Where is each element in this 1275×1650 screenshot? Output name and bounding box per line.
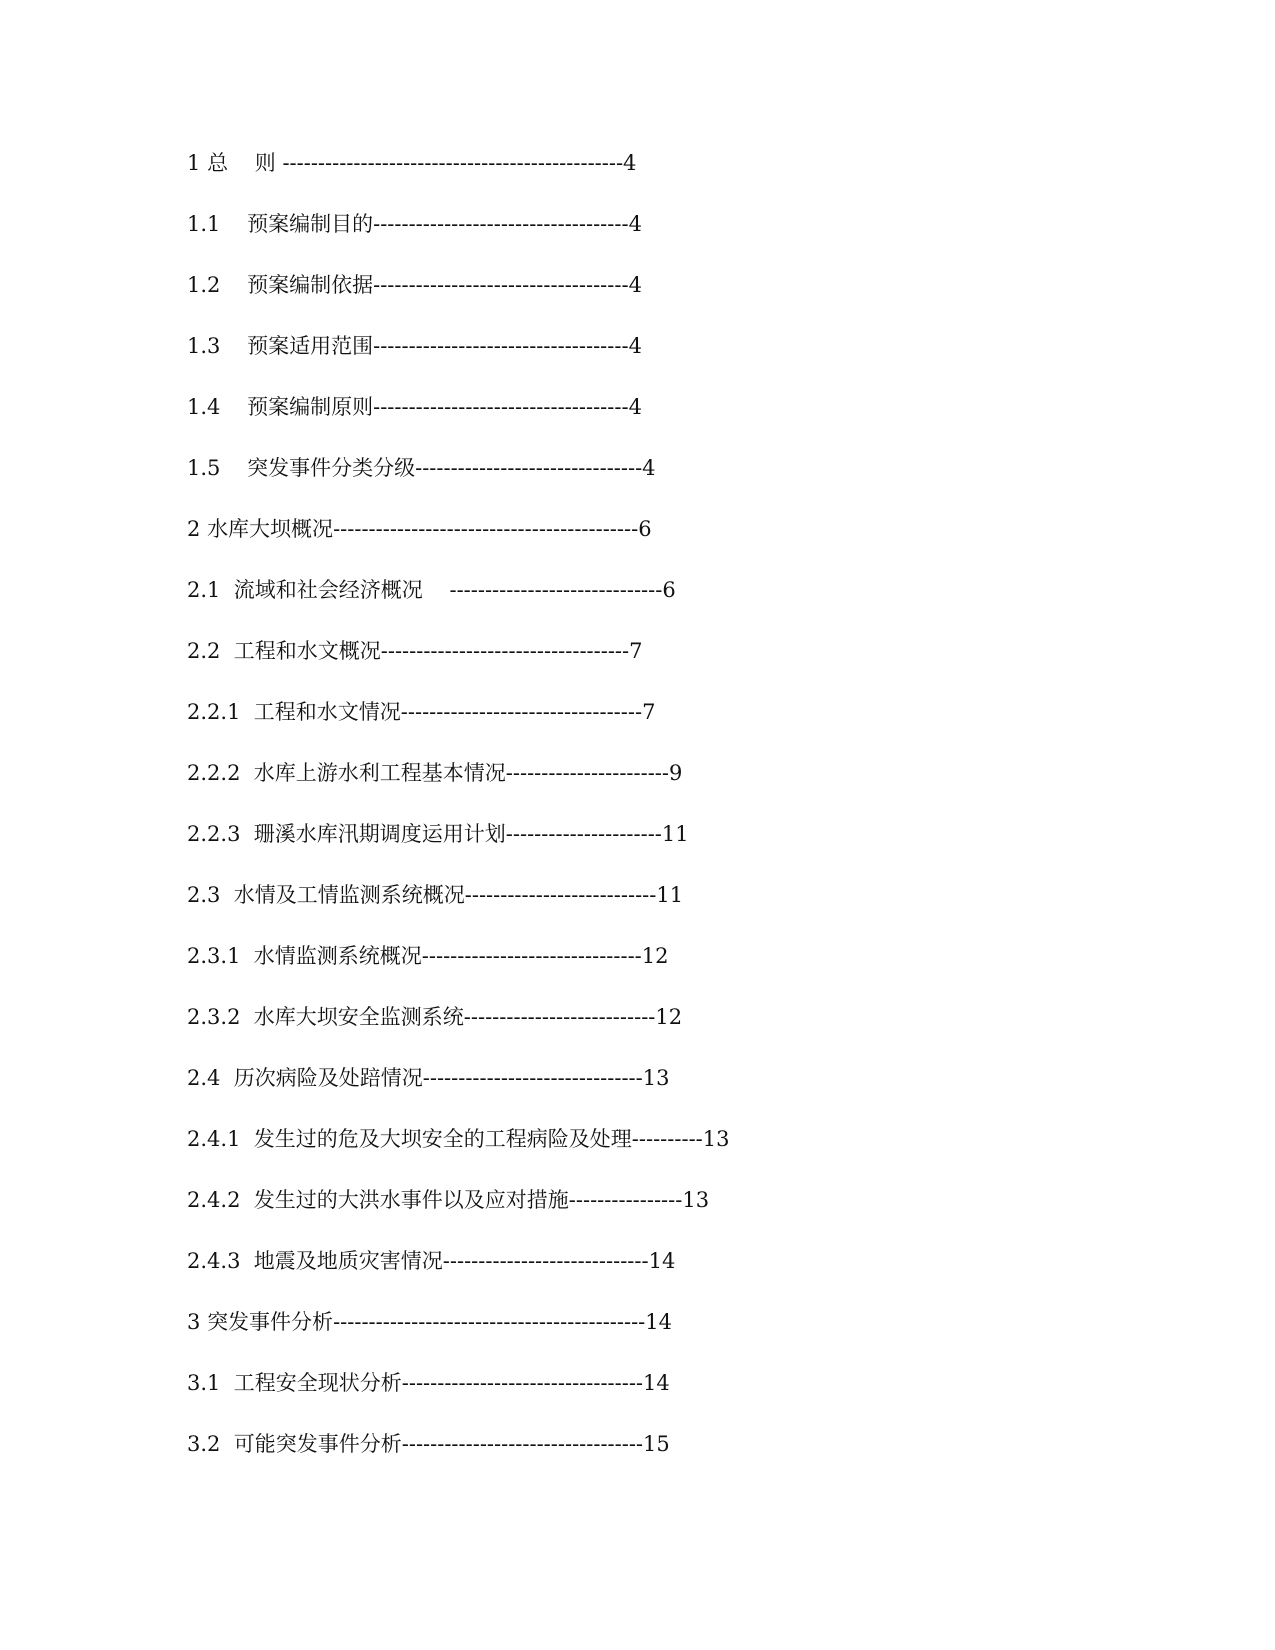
toc-entry-2-2-2[interactable]	[187, 758, 730, 819]
toc-entry-title: 工程和水文情况	[253, 700, 401, 724]
toc-entry-page: 4	[628, 212, 642, 236]
toc-entry-number: 2.3.2	[187, 1005, 241, 1029]
toc-entry-1-3[interactable]	[187, 331, 730, 392]
toc-entry-title: 历次病险及处踣情况	[233, 1066, 423, 1090]
toc-entry-1-1[interactable]	[187, 209, 730, 270]
toc-entry-leader: ------------------------------------	[373, 273, 629, 297]
toc-entry-gap	[220, 456, 247, 480]
toc-entry-number: 1.5	[187, 456, 221, 480]
toc-entry-title: 总 则	[207, 151, 283, 175]
toc-entry-number: 2.2.2	[187, 761, 241, 785]
toc-entry-page: 6	[662, 578, 676, 602]
toc-entry-gap	[240, 944, 253, 968]
toc-entry-title: 工程和水文概况	[233, 639, 381, 663]
toc-entry-leader: ----------------------------------	[401, 1371, 644, 1395]
toc-entry-title: 地震及地质灾害情况	[253, 1249, 443, 1273]
toc-entry-gap	[240, 1005, 253, 1029]
toc-entry-page: 9	[669, 761, 683, 785]
toc-entry-number: 3	[187, 1310, 201, 1334]
toc-entry-title: 水库大坝安全监测系统	[253, 1005, 464, 1029]
toc-entry-leader: -----------------------------------	[380, 639, 630, 663]
toc-entry-title: 突发事件分类分级	[247, 456, 416, 480]
toc-entry-page: 4	[628, 334, 642, 358]
toc-entry-gap	[220, 578, 233, 602]
toc-entry-number: 3.1	[187, 1371, 221, 1395]
toc-entry-page: 14	[645, 1310, 673, 1334]
toc-entry-page: 7	[642, 700, 656, 724]
toc-entry-leader: ------------------------------------	[373, 395, 629, 419]
toc-entry-gap	[240, 761, 253, 785]
toc-entry-page: 11	[661, 822, 689, 846]
toc-entry-2-4-2[interactable]	[187, 1185, 730, 1246]
toc-entry-2-3[interactable]	[187, 880, 730, 941]
toc-entry-leader: -----------------------	[505, 761, 669, 785]
toc-entry-leader: ----------------------	[505, 822, 662, 846]
toc-entry-number: 1	[187, 151, 201, 175]
toc-entry-gap	[220, 273, 247, 297]
toc-entry-gap	[240, 822, 253, 846]
toc-entry-leader: ---------------------------	[464, 883, 657, 907]
toc-entry-2-3-1[interactable]	[187, 941, 730, 1002]
toc-entry-number: 2.1	[187, 578, 221, 602]
toc-entry-leader: ----------	[631, 1127, 703, 1151]
toc-entry-leader: --------------------------------------------	[333, 1310, 646, 1334]
toc-entry-page: 13	[702, 1127, 730, 1151]
toc-entry-1[interactable]	[187, 148, 730, 209]
table-of-contents	[187, 148, 730, 1490]
toc-entry-page: 4	[642, 456, 656, 480]
toc-entry-title: 发生过的大洪水事件以及应对措施	[253, 1188, 569, 1212]
toc-entry-gap	[220, 1066, 233, 1090]
toc-entry-leader: ---------------------------	[463, 1005, 656, 1029]
toc-entry-leader: ------------------------------------------------	[282, 151, 624, 175]
toc-entry-page: 15	[643, 1432, 670, 1456]
toc-entry-3-2[interactable]	[187, 1429, 730, 1490]
toc-entry-page: 6	[638, 517, 652, 541]
toc-entry-page: 7	[629, 639, 643, 663]
toc-entry-number: 1.2	[187, 273, 221, 297]
toc-entry-page: 13	[642, 1066, 670, 1090]
toc-entry-number: 2	[187, 517, 201, 541]
toc-entry-title: 突发事件分析	[207, 1310, 334, 1334]
toc-entry-title: 预案编制原则	[247, 395, 374, 419]
toc-entry-title: 水库大坝概况	[207, 517, 334, 541]
toc-entry-page: 4	[623, 151, 637, 175]
toc-entry-gap	[220, 639, 233, 663]
toc-entry-page: 12	[641, 944, 669, 968]
toc-entry-gap	[220, 883, 233, 907]
toc-entry-3-1[interactable]	[187, 1368, 730, 1429]
toc-entry-2-2-1[interactable]	[187, 697, 730, 758]
toc-entry-leader: ------------------------------------	[373, 334, 629, 358]
toc-entry-title: 水库上游水利工程基本情况	[253, 761, 506, 785]
toc-entry-number: 2.4	[187, 1066, 221, 1090]
toc-entry-leader: ----------------------------------	[400, 700, 643, 724]
toc-entry-number: 2.2	[187, 639, 221, 663]
toc-entry-3[interactable]	[187, 1307, 730, 1368]
toc-entry-leader: ------------------------------	[449, 578, 663, 602]
toc-entry-1-4[interactable]	[187, 392, 730, 453]
toc-entry-2[interactable]	[187, 514, 730, 575]
toc-entry-2-4[interactable]	[187, 1063, 730, 1124]
toc-entry-2-4-3[interactable]	[187, 1246, 730, 1307]
toc-entry-gap	[220, 1371, 233, 1395]
toc-entry-leader: ----------------	[568, 1188, 683, 1212]
toc-entry-2-2[interactable]	[187, 636, 730, 697]
toc-entry-number: 2.4.3	[187, 1249, 241, 1273]
toc-entry-title: 珊溪水库汛期调度运用计划	[253, 822, 506, 846]
toc-entry-number: 1.3	[187, 334, 221, 358]
toc-entry-title: 水情监测系统概况	[253, 944, 422, 968]
toc-entry-page: 11	[656, 883, 684, 907]
toc-entry-page: 13	[682, 1188, 710, 1212]
toc-entry-title: 水情及工情监测系统概况	[233, 883, 465, 907]
toc-entry-number: 1.1	[187, 212, 221, 236]
toc-entry-gap	[220, 395, 247, 419]
toc-entry-page: 14	[648, 1249, 676, 1273]
toc-entry-title: 工程安全现状分析	[233, 1371, 402, 1395]
toc-entry-gap	[220, 334, 247, 358]
toc-entry-leader: -----------------------------	[442, 1249, 649, 1273]
toc-entry-page: 12	[655, 1005, 683, 1029]
toc-entry-title: 预案编制依据	[247, 273, 374, 297]
toc-entry-number: 3.2	[187, 1432, 221, 1456]
toc-entry-gap	[240, 1249, 253, 1273]
toc-entry-2-4-1[interactable]	[187, 1124, 730, 1185]
toc-entry-page: 4	[628, 273, 642, 297]
toc-entry-number: 2.4.1	[187, 1127, 241, 1151]
toc-entry-title: 预案适用范围	[247, 334, 374, 358]
toc-entry-leader: -------------------------------------------	[333, 517, 639, 541]
toc-entry-leader: --------------------------------	[415, 456, 643, 480]
toc-entry-title: 发生过的危及大坝安全的工程病险及处理	[253, 1127, 632, 1151]
toc-entry-number: 2.3	[187, 883, 221, 907]
toc-entry-title: 可能突发事件分析	[233, 1432, 402, 1456]
toc-entry-gap	[240, 1127, 253, 1151]
toc-entry-leader: ----------------------------------	[401, 1432, 644, 1456]
toc-entry-number: 2.2.1	[187, 700, 241, 724]
toc-entry-leader: -------------------------------	[421, 944, 642, 968]
toc-entry-page: 4	[628, 395, 642, 419]
toc-entry-leader: -------------------------------	[422, 1066, 643, 1090]
toc-entry-gap	[220, 212, 247, 236]
toc-entry-2-2-3[interactable]	[187, 819, 730, 880]
toc-entry-2-1[interactable]	[187, 575, 730, 636]
toc-entry-page: 14	[643, 1371, 670, 1395]
toc-entry-leader: ------------------------------------	[373, 212, 629, 236]
toc-entry-number: 2.3.1	[187, 944, 241, 968]
toc-entry-number: 1.4	[187, 395, 221, 419]
toc-entry-number: 2.4.2	[187, 1188, 241, 1212]
toc-entry-gap	[220, 1432, 233, 1456]
toc-entry-title: 流域和社会经济概况	[233, 578, 450, 602]
toc-entry-gap	[240, 1188, 253, 1212]
toc-entry-gap	[240, 700, 253, 724]
toc-entry-2-3-2[interactable]	[187, 1002, 730, 1063]
toc-entry-number: 2.2.3	[187, 822, 241, 846]
toc-entry-title: 预案编制目的	[247, 212, 374, 236]
toc-entry-1-5[interactable]	[187, 453, 730, 514]
toc-entry-1-2[interactable]	[187, 270, 730, 331]
